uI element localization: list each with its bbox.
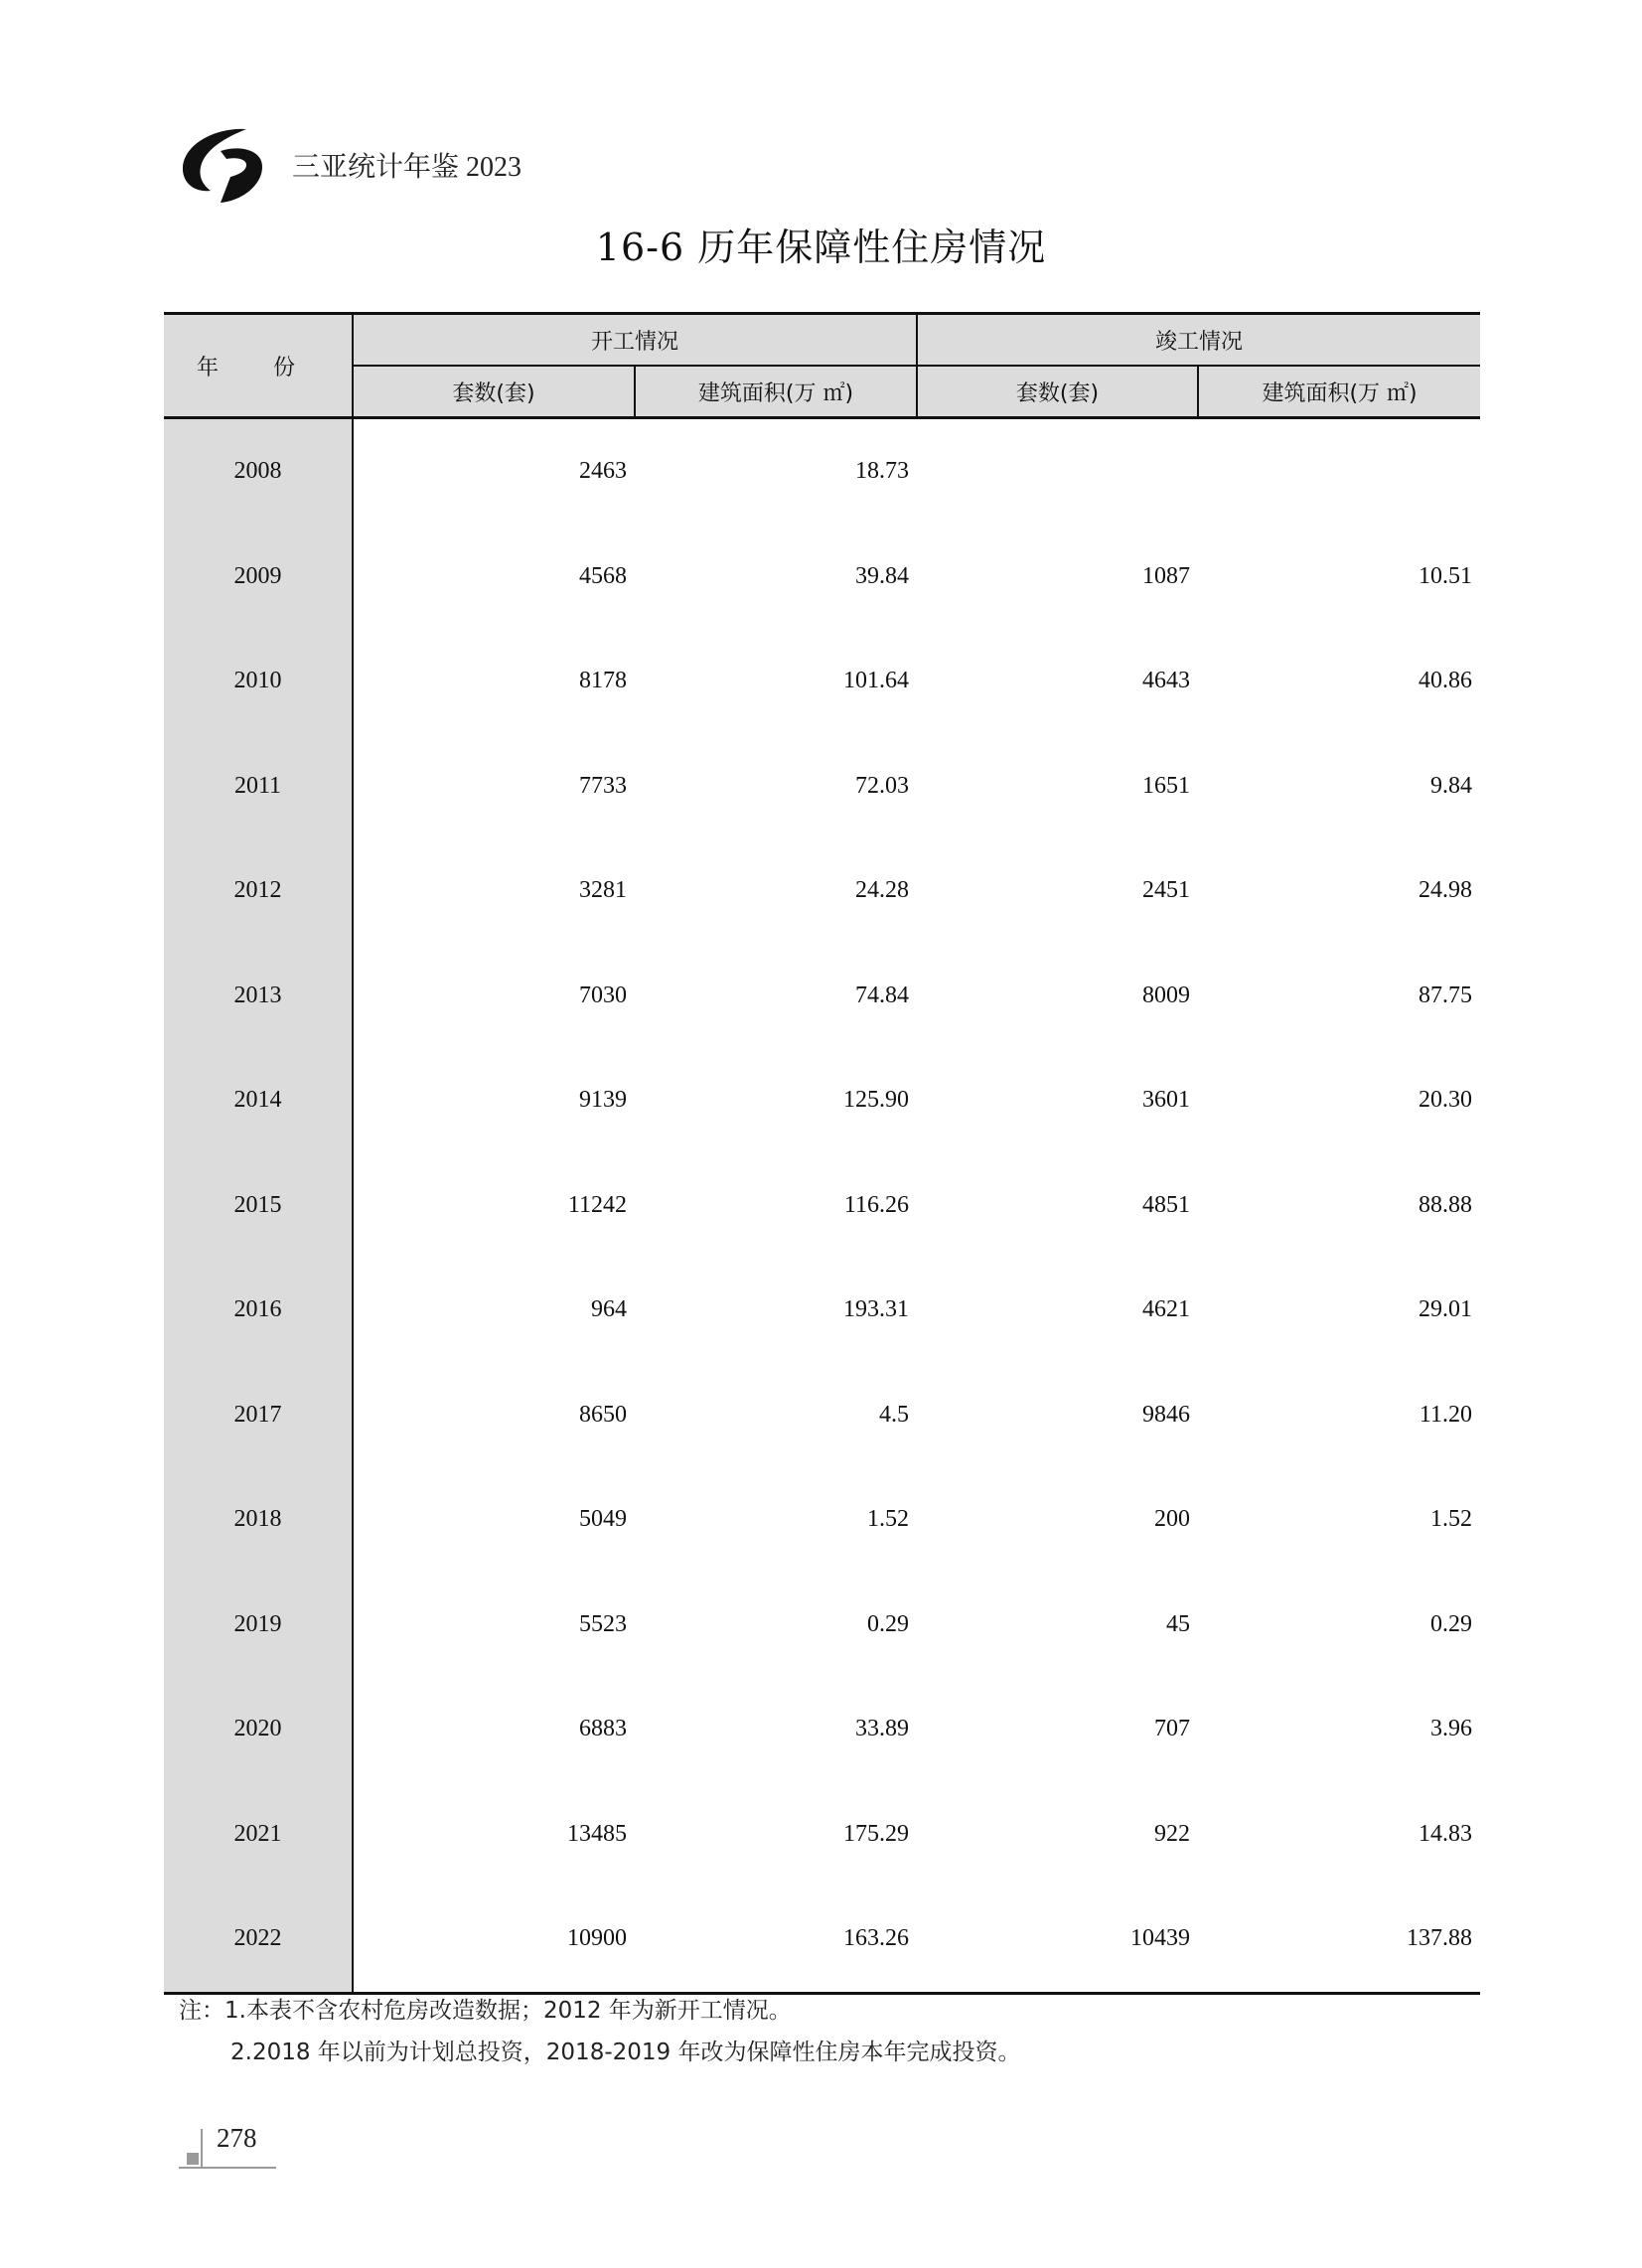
started-units-header: 套数(套) (353, 366, 635, 418)
cell-done-units: 9846 (1142, 1401, 1191, 1428)
cell-done-units: 4643 (1142, 668, 1191, 694)
cell-done-units: 10439 (1130, 1925, 1191, 1952)
cell-start-units: 13485 (567, 1820, 627, 1847)
cell-start-units: 9139 (579, 1087, 627, 1114)
table-row (164, 1887, 1480, 1993)
cell-done-area: 87.75 (1418, 982, 1473, 1008)
cell-start-units: 6883 (579, 1716, 627, 1742)
cell-start-area: 24.28 (855, 877, 910, 904)
completed-area-header: 建筑面积(万 ㎡) (1198, 366, 1480, 418)
cell-year: 2016 (164, 1258, 353, 1363)
cell-done-units: 200 (1154, 1506, 1191, 1533)
cell-start-units: 4568 (579, 562, 627, 589)
cell-done-units: 3601 (1142, 1087, 1191, 1114)
cell-done-area: 40.86 (1418, 668, 1473, 694)
cell-start-area: 4.5 (879, 1401, 910, 1428)
cell-done-units: 45 (1166, 1610, 1191, 1637)
cell-year: 2019 (164, 1573, 353, 1678)
completed-group-header: 竣工情况 (917, 314, 1480, 367)
cell-done-units: 922 (1154, 1820, 1191, 1847)
cell-done-units: 707 (1154, 1716, 1191, 1742)
cell-start-area: 125.90 (843, 1087, 910, 1114)
cell-done-units: 2451 (1142, 877, 1191, 904)
page-tick (201, 2129, 203, 2169)
cell-year: 2011 (164, 734, 353, 839)
cell-start-area: 33.89 (855, 1716, 910, 1742)
cell-done-units: 4851 (1142, 1191, 1191, 1218)
cell-start-units: 8650 (579, 1401, 627, 1428)
cell-start-units: 11242 (567, 1191, 627, 1218)
table-notes (179, 1990, 1020, 2073)
cell-start-units: 7030 (579, 982, 627, 1008)
cell-done-area: 3.96 (1430, 1716, 1473, 1742)
cell-done-area: 137.88 (1407, 1925, 1473, 1952)
year-column-header: 年 份 (164, 314, 353, 418)
table-row (164, 1153, 1480, 1259)
table-row (164, 525, 1480, 630)
table-row (164, 629, 1480, 734)
cell-done-units: 4621 (1142, 1296, 1191, 1323)
cell-done-units: 1087 (1142, 562, 1191, 589)
table-row (164, 944, 1480, 1049)
cell-done-area: 20.30 (1418, 1087, 1473, 1114)
cell-year: 2009 (164, 525, 353, 630)
table-row (164, 1677, 1480, 1782)
cell-done-units (917, 418, 1198, 525)
cell-done-units: 1651 (1142, 772, 1191, 799)
cell-done-area: 88.88 (1418, 1191, 1473, 1218)
table-row (164, 734, 1480, 839)
table-row (164, 1363, 1480, 1468)
cell-start-units: 7733 (579, 772, 627, 799)
cell-year: 2015 (164, 1153, 353, 1259)
housing-table (164, 312, 1480, 1995)
cell-year: 2012 (164, 838, 353, 944)
page-marker (187, 2153, 199, 2165)
cell-year: 2022 (164, 1887, 353, 1993)
cell-year: 2018 (164, 1467, 353, 1573)
cell-done-area (1198, 418, 1480, 525)
cell-done-area: 1.52 (1430, 1506, 1473, 1533)
completed-units-header: 套数(套) (917, 366, 1198, 418)
cell-done-area: 9.84 (1430, 772, 1473, 799)
table-row (164, 418, 1480, 525)
cell-start-area: 193.31 (843, 1296, 910, 1323)
cell-year: 2014 (164, 1048, 353, 1153)
cell-start-units: 964 (591, 1296, 627, 1323)
started-area-header: 建筑面积(万 ㎡) (635, 366, 917, 418)
page-footer (179, 2123, 278, 2173)
cell-start-units: 3281 (579, 877, 627, 904)
table-row (164, 1467, 1480, 1573)
cell-year: 2010 (164, 629, 353, 734)
cell-year: 2013 (164, 944, 353, 1049)
note-line-2: 2.2018 年以前为计划总投资，2018-2019 年改为保障性住房本年完成投资。 (230, 2040, 1021, 2065)
cell-done-area: 10.51 (1418, 562, 1473, 589)
cell-start-area: 39.84 (855, 562, 910, 589)
cell-done-area: 11.20 (1418, 1401, 1473, 1428)
cell-year: 2008 (164, 418, 353, 525)
cell-start-units: 2463 (579, 458, 627, 485)
cell-start-area: 175.29 (843, 1820, 910, 1847)
cell-done-units: 8009 (1142, 982, 1191, 1008)
cell-start-area: 101.64 (843, 668, 910, 694)
cell-year: 2021 (164, 1782, 353, 1888)
cell-done-area: 14.83 (1418, 1820, 1473, 1847)
page-rule (179, 2167, 276, 2169)
table-row (164, 1782, 1480, 1888)
cell-start-area: 18.73 (855, 458, 910, 485)
cell-start-units: 5523 (579, 1610, 627, 1637)
cell-start-area: 163.26 (843, 1925, 910, 1952)
cell-start-area: 72.03 (855, 772, 910, 799)
table-title: 16-6 历年保障性住房情况 (595, 226, 1047, 269)
table-row (164, 1258, 1480, 1363)
cell-start-area: 74.84 (855, 982, 910, 1008)
page-number: 278 (217, 2123, 257, 2153)
book-title: 三亚统计年鉴 2023 (292, 152, 522, 183)
cell-start-area: 116.26 (843, 1191, 910, 1218)
note-line-1: 注：1.本表不含农村危房改造数据；2012 年为新开工情况。 (179, 1998, 792, 2024)
table-row (164, 1573, 1480, 1678)
page-header (177, 123, 773, 207)
cell-start-units: 8178 (579, 668, 627, 694)
cell-done-area: 0.29 (1430, 1610, 1473, 1637)
cell-done-area: 29.01 (1418, 1296, 1473, 1323)
cell-start-units: 5049 (579, 1506, 627, 1533)
table-row (164, 1048, 1480, 1153)
yearbook-logo-icon (177, 123, 266, 207)
cell-year: 2017 (164, 1363, 353, 1468)
cell-done-area: 24.98 (1418, 877, 1473, 904)
cell-start-units: 10900 (567, 1925, 627, 1952)
table-row (164, 838, 1480, 944)
cell-year: 2020 (164, 1677, 353, 1782)
cell-start-area: 1.52 (867, 1506, 910, 1533)
cell-start-area: 0.29 (867, 1610, 910, 1637)
started-group-header: 开工情况 (353, 314, 917, 367)
